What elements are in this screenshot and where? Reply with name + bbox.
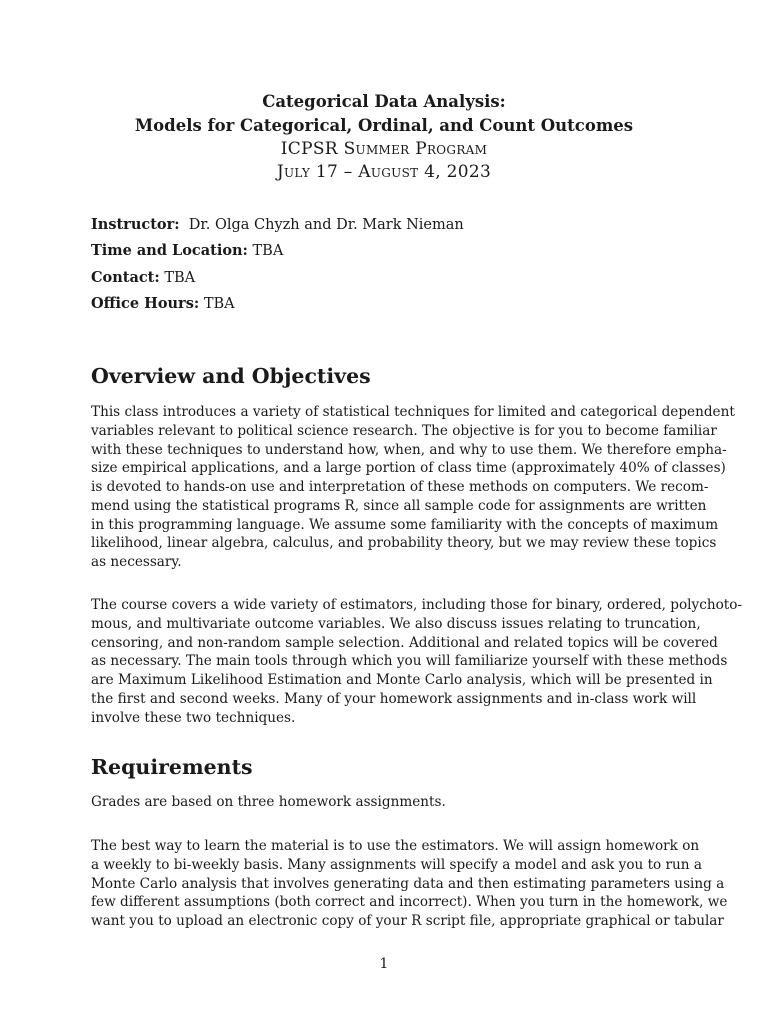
info-value: TBA <box>203 295 235 312</box>
requirements-paragraph-2 <box>91 837 728 931</box>
text-line: The best way to learn the material is to use the estimators. We will assign homework on <box>91 838 700 854</box>
text-line: few different assumptions (both correct and incorrect). When you turn in the homework, we <box>91 894 728 911</box>
text-line: The course covers a wide variety of estimators, including those for binary, ordered, polychoto- <box>91 597 743 613</box>
overview-paragraph-1 <box>91 403 735 572</box>
text-line: involve these two techniques. <box>91 709 296 726</box>
info-label: Office Hours: <box>91 294 200 312</box>
section-heading-requirements: Requirements <box>91 755 253 779</box>
text-line: Monte Carlo analysis that involves generating data and then estimating parameters using a <box>91 875 725 892</box>
text-line: want you to upload an electronic copy of your R script file, appropriate graphical or tabular <box>91 913 724 929</box>
text-line: censoring, and non-random sample selection. Additional and related topics will be covered <box>91 634 718 651</box>
text-line: mous, and multivariate outcome variables. We also discuss issues relating to truncation, <box>91 615 701 632</box>
text-line: with these techniques to understand how, when, and why to use them. We therefore empha- <box>91 441 727 458</box>
course-title: Categorical Data Analysis: <box>262 92 506 111</box>
course-subtitle: Models for Categorical, Ordinal, and Count Outcomes <box>134 116 634 135</box>
program-dates: July 17 – August 4, 2023 <box>276 162 492 182</box>
text-line: mend using the statistical programs R, since all sample code for assignments are written <box>91 497 707 514</box>
info-value: TBA <box>164 269 196 286</box>
text-line: in this programming language. We assume some familiarity with the concepts of maximum <box>91 516 719 533</box>
section-heading-overview: Overview and Objectives <box>91 364 371 388</box>
text-line: as necessary. <box>91 554 182 570</box>
text-line: likelihood, linear algebra, calculus, and probability theory, but we may review these topics <box>91 535 717 552</box>
text-line: is devoted to hands-on use and interpretation of these methods on computers. We recom- <box>91 479 709 495</box>
overview-paragraph-2 <box>91 596 743 727</box>
text-line: as necessary. The main tools through which you will familiarize yourself with these methods <box>91 653 728 670</box>
info-instructor <box>91 212 691 238</box>
info-contact <box>91 265 691 291</box>
requirements-paragraph-1 <box>91 793 679 812</box>
text-line: size empirical applications, and a large portion of class time (approximately 40% of classes) <box>91 460 726 477</box>
course-info <box>91 212 691 317</box>
text-line: are Maximum Likelihood Estimation and Monte Carlo analysis, which will be presented in <box>91 672 713 688</box>
text-line: a weekly to bi-weekly basis. Many assignments will specify a model and ask you to run a <box>91 856 702 873</box>
title-block <box>0 90 768 184</box>
text-line: the first and second weeks. Many of your homework assignments and in-class work will <box>91 690 697 707</box>
page-number: 1 <box>379 956 389 972</box>
info-label: Instructor: <box>91 216 180 233</box>
info-label: Contact: <box>91 268 160 286</box>
info-label: Time and Location: <box>91 242 248 260</box>
text-line: This class introduces a variety of statistical techniques for limited and categorical dependent <box>91 404 735 420</box>
info-value: Dr. Olga Chyzh and Dr. Mark Nieman <box>188 217 464 233</box>
info-office-hours <box>91 291 691 317</box>
info-time-location <box>91 238 691 264</box>
text-line: Grades are based on three homework assignments. <box>91 794 446 810</box>
program-name: ICPSR Summer Program <box>280 139 488 159</box>
text-line: variables relevant to political science research. The objective is for you to become familiar <box>91 422 717 439</box>
info-value: TBA <box>252 243 284 260</box>
